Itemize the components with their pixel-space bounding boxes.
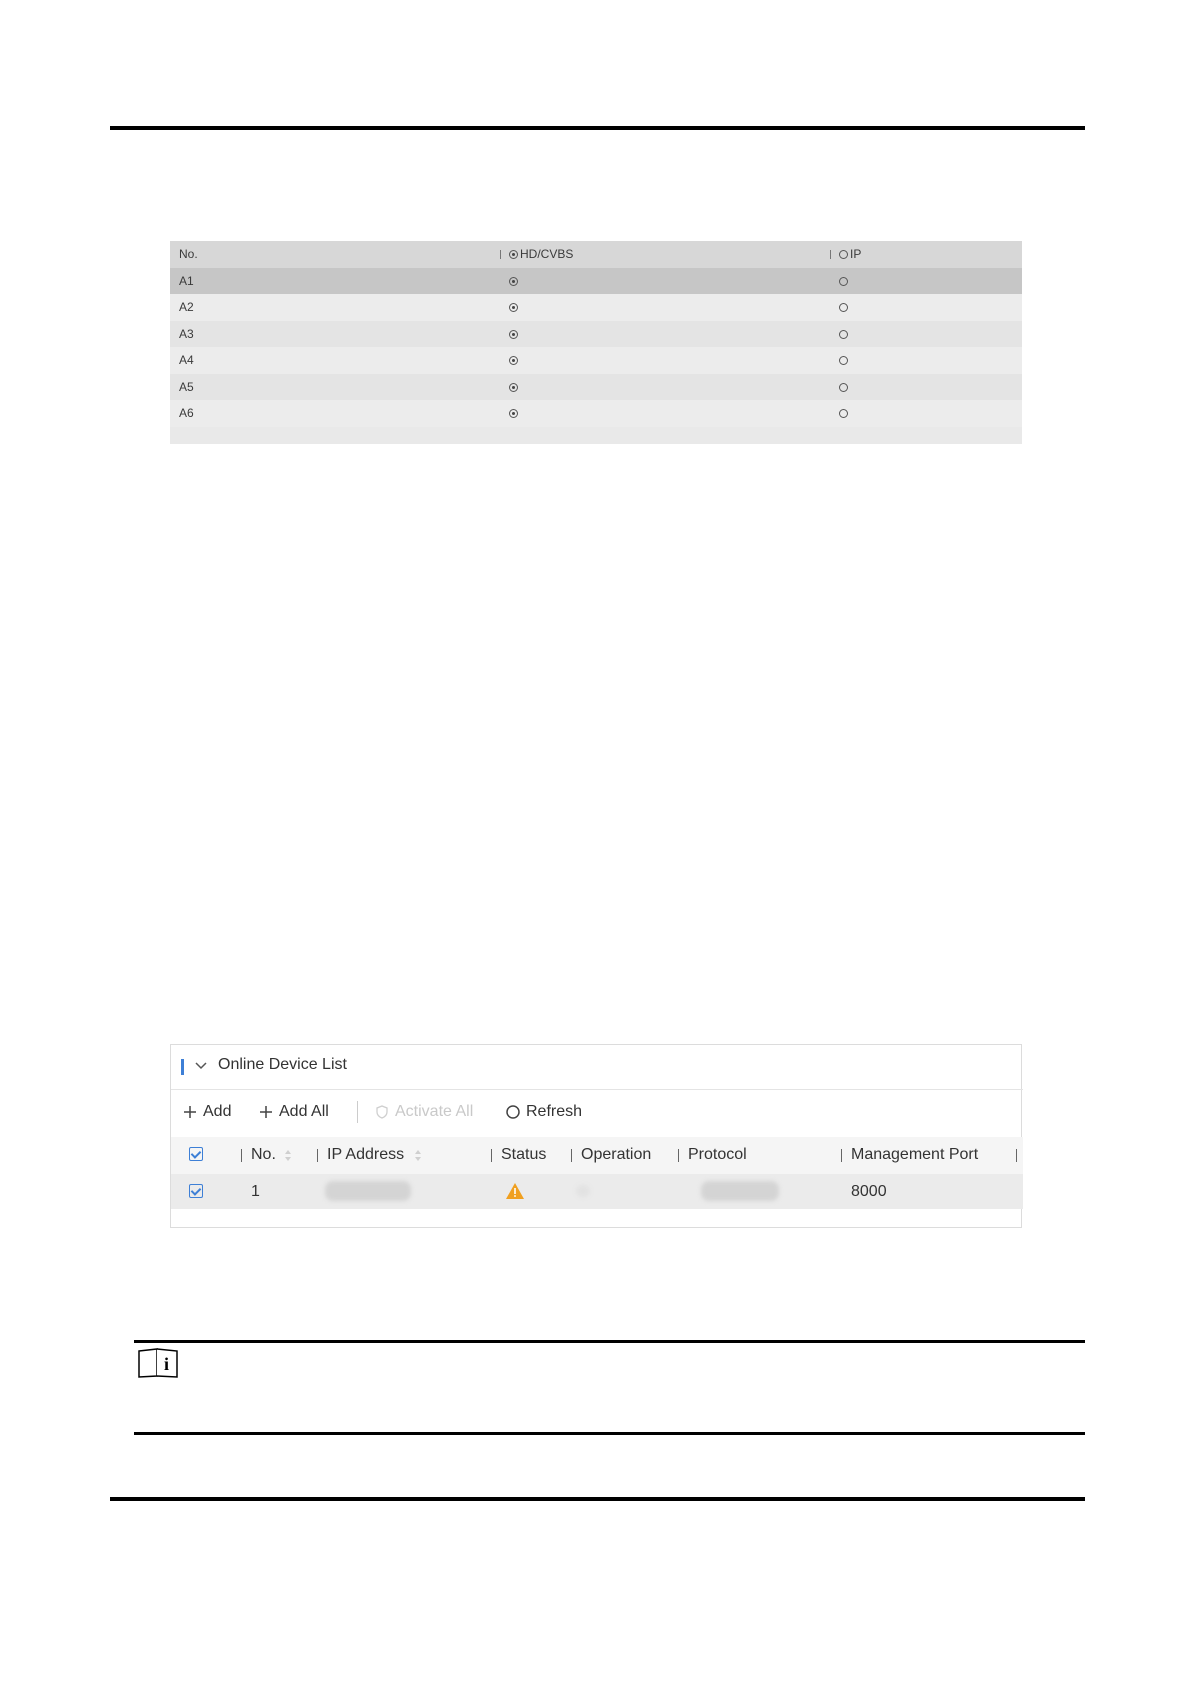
column-separator [841,1149,842,1162]
add-all-button[interactable]: Add All [258,1103,329,1121]
protocol-redacted [701,1181,779,1201]
channel-number: A2 [179,300,194,314]
radio-ip[interactable] [839,277,848,286]
channel-table-header [170,241,1022,268]
radio-hd-cvbs-selected[interactable] [509,356,518,365]
plus-icon [258,1104,274,1120]
column-header-no[interactable]: No. [251,1146,276,1163]
radio-off-icon [839,250,848,259]
note-book-icon [137,1348,179,1378]
radio-ip[interactable] [839,356,848,365]
channel-number: A6 [179,406,194,420]
column-header-operation: Operation [581,1146,652,1163]
footer-rule [110,1497,1085,1501]
panel-title-bar[interactable] [171,1045,1023,1090]
channel-number: A4 [179,353,194,367]
radio-hd-cvbs-selected[interactable] [509,277,518,286]
channel-row[interactable] [170,347,1022,374]
column-header-ip-address[interactable]: IP Address [327,1146,405,1163]
sort-icon[interactable] [415,1150,421,1161]
channel-number: A1 [179,273,194,288]
radio-hd-cvbs-selected[interactable] [509,409,518,418]
header-no: No. [179,247,198,261]
panel-title: Online Device List [218,1056,347,1073]
refresh-button[interactable]: Refresh [505,1103,582,1121]
device-table-header [171,1137,1023,1174]
channel-number: A5 [179,379,194,394]
column-separator [1016,1149,1017,1162]
header-hd-cvbs[interactable]: HD/CVBS [509,241,573,268]
note-bottom-rule [134,1432,1085,1435]
device-number: 1 [251,1183,260,1200]
channel-number: A3 [179,326,194,341]
radio-hd-cvbs-selected[interactable] [509,383,518,392]
shield-icon [374,1104,390,1120]
radio-ip[interactable] [839,383,848,392]
radio-ip[interactable] [839,330,848,339]
column-header-protocol: Protocol [688,1146,747,1163]
column-separator [241,1149,242,1162]
column-separator [491,1149,492,1162]
select-all-checkbox[interactable] [189,1147,203,1161]
row-checkbox[interactable] [189,1184,203,1198]
channel-row[interactable] [170,294,1022,321]
radio-ip[interactable] [839,303,848,312]
column-separator [571,1149,572,1162]
plus-icon [182,1104,198,1120]
column-separator [678,1149,679,1162]
device-toolbar [171,1090,1023,1135]
activate-all-button[interactable]: Activate All [374,1103,473,1121]
channel-row[interactable] [170,374,1022,401]
sort-icon[interactable] [285,1150,291,1161]
device-row[interactable] [171,1174,1023,1209]
accent-bar [181,1059,184,1075]
radio-ip[interactable] [839,409,848,418]
toolbar-divider [357,1101,358,1123]
column-header-management-port: Management Port [851,1146,979,1163]
refresh-icon [505,1104,521,1120]
channel-row[interactable] [170,268,1022,295]
radio-on-icon [509,250,518,259]
channel-row[interactable] [170,400,1022,427]
warning-icon[interactable] [505,1182,525,1200]
svg-text:i: i [164,1354,170,1374]
ip-address-redacted [325,1181,411,1201]
add-button[interactable]: Add [182,1103,231,1121]
channel-row[interactable] [170,321,1022,348]
header-ip[interactable]: IP [839,241,861,268]
online-device-list-panel [170,1044,1022,1228]
header-rule [110,126,1085,130]
radio-hd-cvbs-selected[interactable] [509,303,518,312]
column-separator [500,250,501,259]
note-top-rule [134,1340,1085,1343]
management-port-value: 8000 [851,1183,887,1200]
operation-icon-redacted[interactable] [576,1185,590,1197]
channel-type-table [170,241,1022,444]
column-header-status: Status [501,1146,547,1163]
radio-hd-cvbs-selected[interactable] [509,330,518,339]
column-separator [317,1149,318,1162]
column-separator [830,250,831,259]
chevron-down-icon[interactable] [193,1058,209,1074]
